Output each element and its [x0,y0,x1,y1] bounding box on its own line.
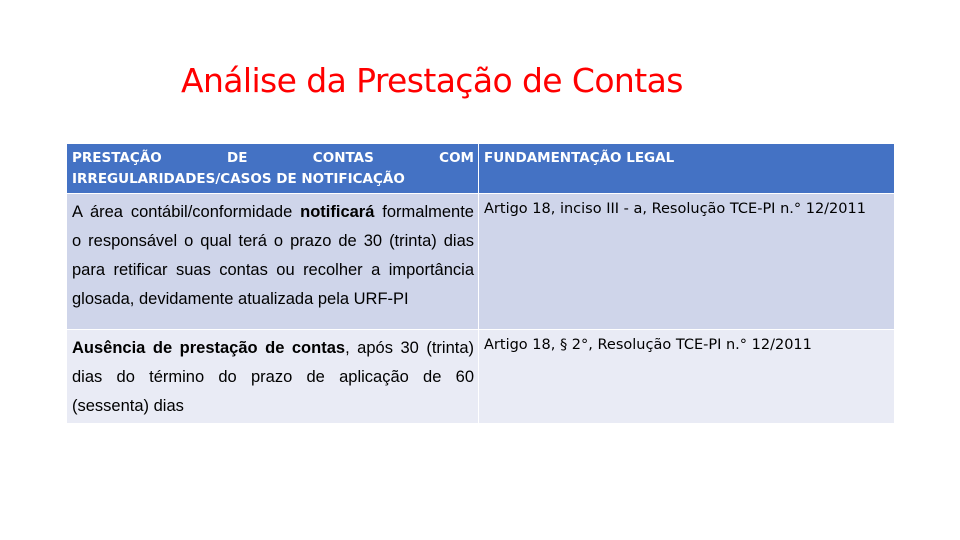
slide-title: Análise da Prestação de Contas [181,61,683,100]
header-legal-basis: FUNDAMENTAÇÃO LEGAL [479,144,895,194]
irregularity-cell [67,194,479,330]
legal-basis-cell: Artigo 18, inciso III - a, Resolução TCE-PI n.° 12/2011 [479,194,895,330]
table-row [67,194,895,330]
analysis-table [66,143,895,424]
header-irregularities-line2: IRREGULARIDADES/CASOS DE NOTIFICAÇÃO [72,171,405,187]
header-irregularities [67,144,479,194]
legal-basis-cell: Artigo 18, § 2°, Resolução TCE-PI n.° 12/2011 [479,330,895,424]
irregularity-text-rest: , após 30 (trinta) dias do término do prazo de aplicação de 60 (sessenta) dias [72,339,475,415]
irregularity-text-start: A área contábil/conformidade [72,203,301,221]
irregularity-cell [67,330,479,424]
table-row [67,330,895,424]
header-irregularities-line1: PRESTAÇÃO DE CONTAS COM [72,150,474,166]
irregularity-text-rest: formalmente o responsável o qual terá o prazo de 30 (trinta) dias para retificar suas contas ou recolher a importância glosada, devidamente atualizada pela URF-PI [72,203,474,308]
irregularity-text-bold: Ausência de prestação de contas [72,339,346,357]
irregularity-text-bold: notificará [300,203,375,221]
table-header-row [67,144,895,194]
